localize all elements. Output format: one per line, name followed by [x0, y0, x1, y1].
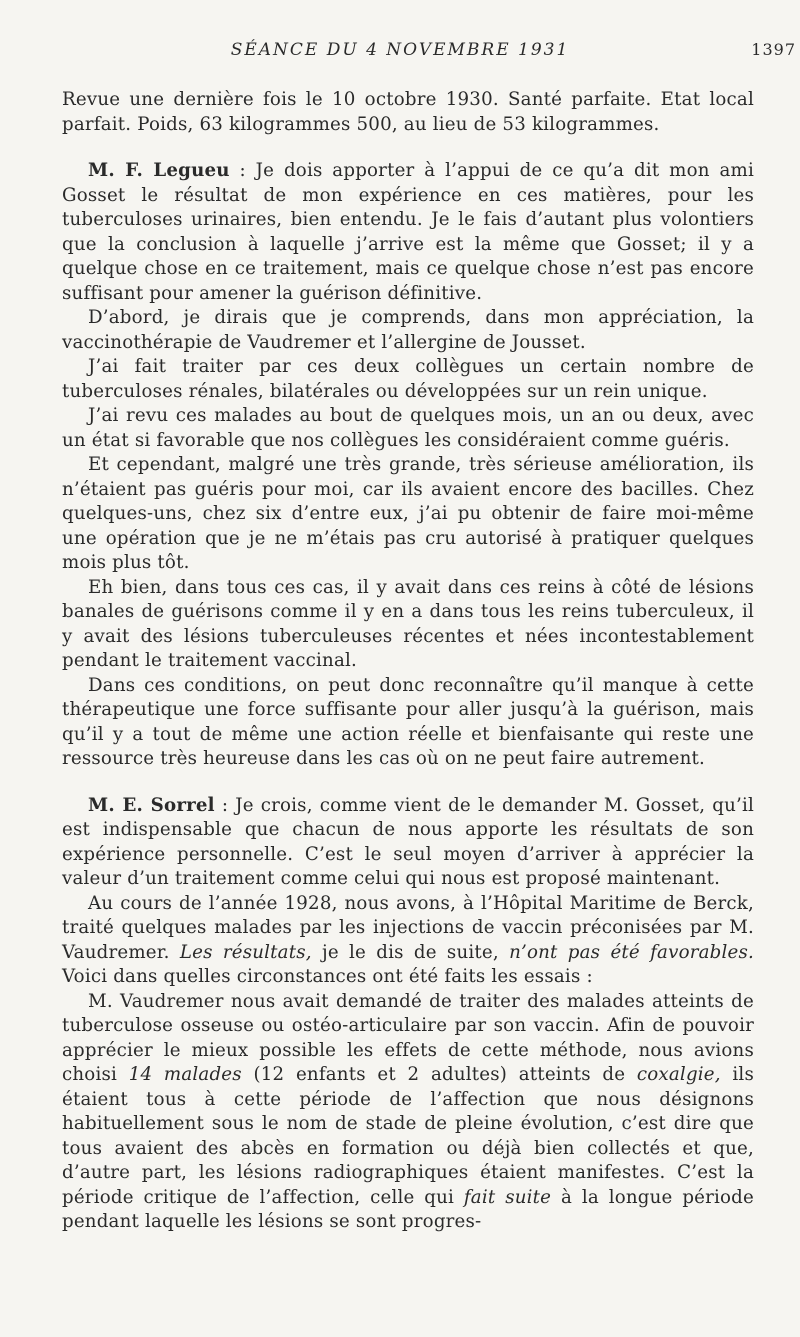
paragraph: Et cependant, malgré une très grande, très sérieuse amélioration, ils n’étaient pas guéris pour moi, car ils avaient encore des bacilles. Chez quelques-uns, chez six d’entre eux, j’ai pu obtenir de faire moi-même une opération que je ne m’étais pas cru autorisé à pratiquer quelques mois plus tôt. [62, 454, 754, 573]
speaker-name: M. F. Legueu [88, 160, 230, 181]
paragraph-case-conclusion: Revue une dernière fois le 10 octobre 1930. Santé parfaite. Etat local parfait. Poids, 63 kilogrammes 500, au lieu de 53 kilogrammes. [62, 89, 754, 135]
paragraph: Au cours de l’année 1928, nous avons, à l’Hôpital Maritime de Berck, traité quelques malades par les injections de vaccin préconisées par M. Vaudremer. Les résultats, je le dis de suite, n’ont pas été favorables. Voici dans quelles circonstances ont été faits les essais : [62, 892, 755, 987]
paragraph-sorrel-intro: M. E. Sorrel : Je crois, comme vient de le demander M. Gosset, qu’il est indispensable que chacun de nous apporte les résultats de son expérience personnelle. C’est le seul moyen d’arriver à apprécier la valeur d’un traitement comme celui qui nous est proposé maintenant. [62, 794, 754, 889]
running-header [0, 40, 800, 70]
header-title: SÉANCE DU 4 NOVEMBRE 1931 [230, 40, 570, 60]
page-number: 1397 [751, 40, 796, 59]
document-body [62, 88, 754, 1235]
paragraph-legueu-intro: M. F. Legueu : Je dois apporter à l’appui de ce qu’a dit mon ami Gosset le résultat de mon expérience en ces matières, pour les tuberculoses urinaires, bien entendu. Je le fais d’autant plus volontiers que la conclusion à laquelle j’arrive est la même que Gosset; il y a quelque chose en ce traitement, mais ce quelque chose n’est pas encore suffisant pour amener la guérison définitive. [62, 160, 754, 304]
paragraph: Eh bien, dans tous ces cas, il y avait dans ces reins à côté de lésions banales de guérisons comme il y en a dans tous les reins tuberculeux, il y avait des lésions tuberculeuses récentes et nées incontestablement pendant le traitement vaccinal. [62, 576, 754, 671]
paragraph: D’abord, je dirais que je comprends, dans mon appréciation, la vaccinothérapie de Vaudremer et l’allergine de Jousset. [62, 307, 754, 353]
paragraph: J’ai revu ces malades au bout de quelques mois, un an ou deux, avec un état si favorable que nos collègues les considéraient comme guéris. [62, 405, 754, 451]
paragraph: M. Vaudremer nous avait demandé de traiter des malades atteints de tuberculose osseuse ou ostéo-articulaire par son vaccin. Afin de pouvoir apprécier le mieux possible les effets de cette méthode, nous avions choisi 14 malades (12 enfants et 2 adultes) atteints de coxalgie, ils étaient tous à cette période de l’affection que nous désignons habituellement sous le nom de stade de pleine évolution, c’est dire que tous avaient des abcès en formation ou déjà bien collectés et que, d’autre part, les lésions radiographiques étaient manifestes. C’est la période critique de l’affection, celle qui fait suite à la longue période pendant laquelle les lésions se sont progres- [62, 990, 754, 1232]
paragraph: J’ai fait traiter par ces deux collègues un certain nombre de tuberculoses rénales, bilatérales ou développées sur un rein unique. [62, 356, 754, 402]
paragraph: Dans ces conditions, on peut donc reconnaître qu’il manque à cette thérapeutique une force suffisante pour aller jusqu’à la guérison, mais qu’il y a tout de même une action réelle et bienfaisante qui reste une ressource très heureuse dans les cas où on ne peut faire autrement. [62, 674, 754, 769]
speaker-name: M. E. Sorrel [88, 794, 215, 816]
